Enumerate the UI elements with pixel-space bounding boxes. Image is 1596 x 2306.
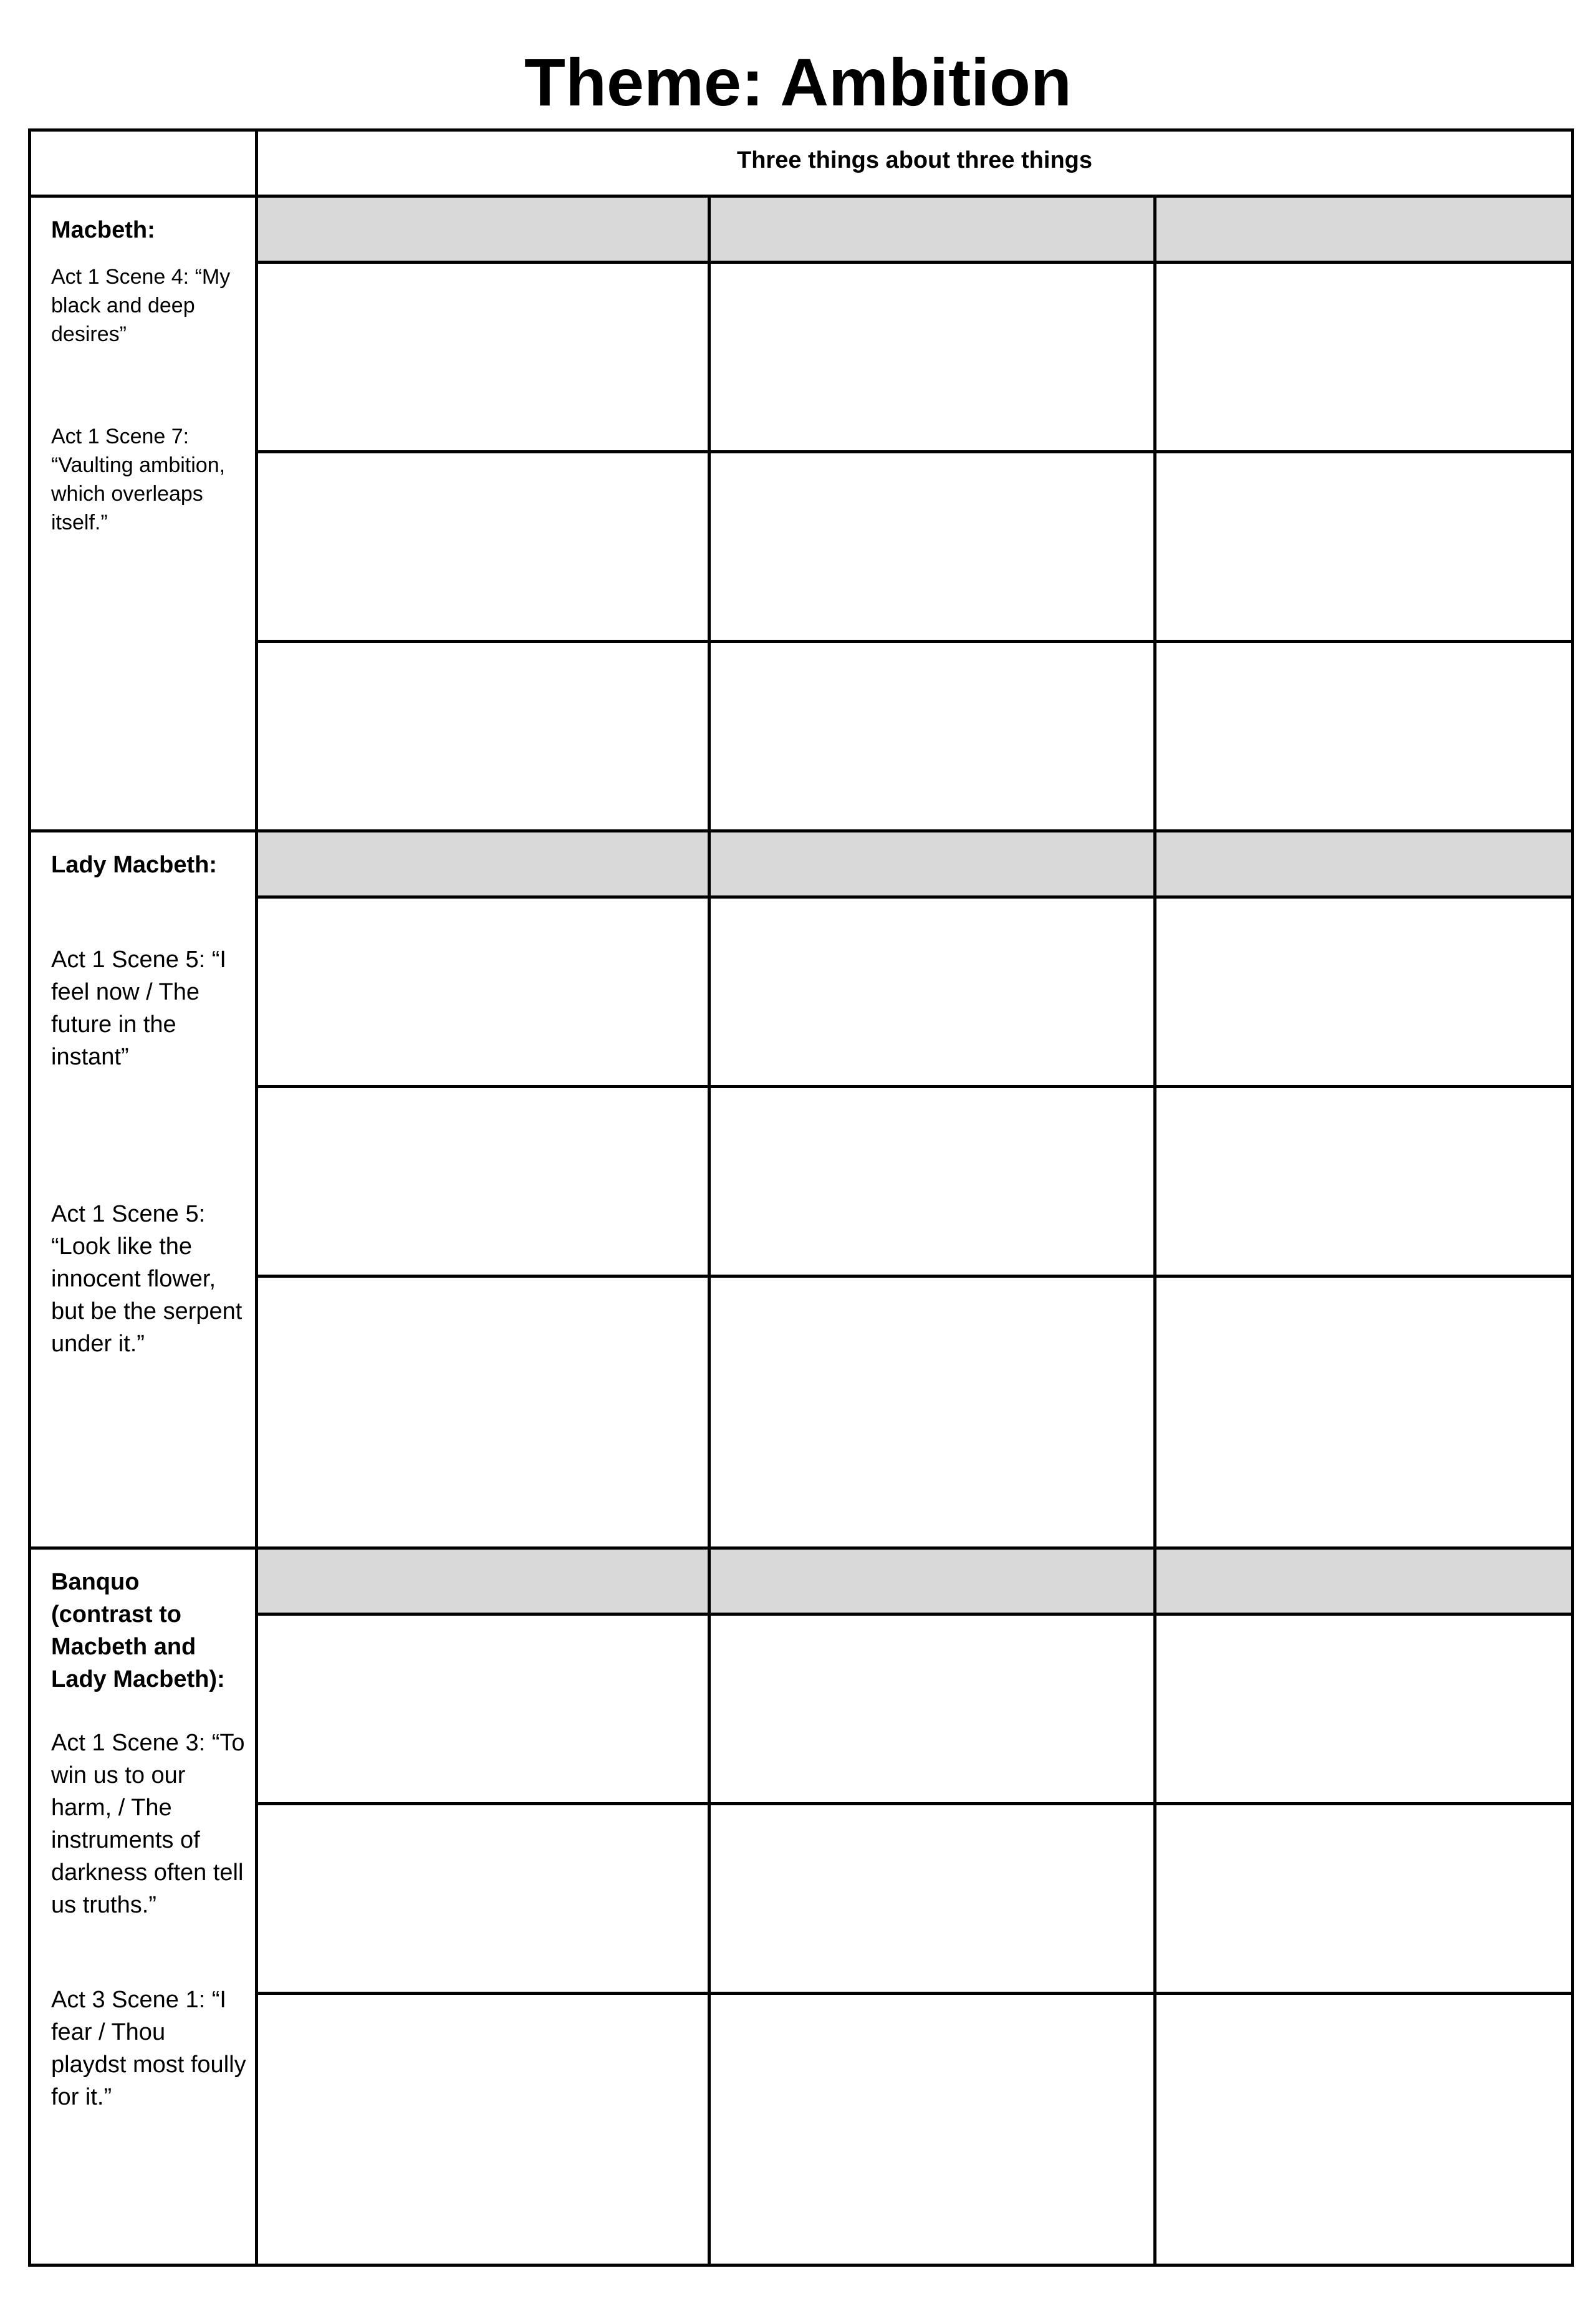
quote-text: Act 3 Scene 1: “I fear / Thou playdst most foully for it.” — [51, 1987, 246, 2110]
character-name: Lady Macbeth: — [51, 852, 218, 878]
header-row — [30, 130, 1573, 196]
answer-cell[interactable] — [1155, 452, 1573, 642]
heading-cell[interactable] — [709, 831, 1155, 897]
answer-cell[interactable] — [257, 1087, 709, 1276]
quote-text: Act 1 Scene 5: “Look like the innocent flower, but be the serpent under it.” — [51, 1201, 243, 1357]
heading-cell[interactable] — [709, 1548, 1155, 1614]
header-cell: Three things about three things — [257, 130, 1573, 196]
answer-row — [30, 1804, 1573, 1994]
answer-cell[interactable] — [709, 263, 1155, 452]
answer-row — [30, 1614, 1573, 1804]
character-cell-macbeth — [30, 196, 257, 831]
answer-cell[interactable] — [257, 452, 709, 642]
answer-row — [30, 1994, 1573, 2265]
worksheet-table — [28, 128, 1574, 2267]
heading-cell[interactable] — [257, 196, 709, 263]
character-name: Banquo (contrast to Macbeth and Lady Macbeth): — [51, 1569, 225, 1692]
heading-cell[interactable] — [1155, 196, 1573, 263]
answer-cell[interactable] — [1155, 1087, 1573, 1276]
heading-cell[interactable] — [709, 196, 1155, 263]
quote-text: Act 1 Scene 7: “Vaulting ambition, which overleaps itself.” — [51, 425, 226, 534]
answer-row — [30, 452, 1573, 642]
answer-row — [30, 642, 1573, 831]
answer-row — [30, 1276, 1573, 1548]
quote-text: Act 1 Scene 4: “My black and deep desires” — [51, 265, 231, 346]
section-banquo-heading-row — [30, 1548, 1573, 1614]
answer-row — [30, 897, 1573, 1087]
answer-cell[interactable] — [1155, 897, 1573, 1087]
answer-cell[interactable] — [257, 263, 709, 452]
heading-cell[interactable] — [1155, 831, 1573, 897]
character-name: Macbeth: — [51, 217, 155, 243]
answer-cell[interactable] — [709, 642, 1155, 831]
answer-cell[interactable] — [257, 897, 709, 1087]
answer-cell[interactable] — [709, 1994, 1155, 2265]
heading-cell[interactable] — [257, 1548, 709, 1614]
answer-cell[interactable] — [1155, 263, 1573, 452]
answer-cell[interactable] — [257, 642, 709, 831]
section-lady-macbeth-heading-row — [30, 831, 1573, 897]
section-macbeth-heading-row — [30, 196, 1573, 263]
heading-cell[interactable] — [1155, 1548, 1573, 1614]
character-cell-lady-macbeth — [30, 831, 257, 1548]
answer-cell[interactable] — [1155, 1614, 1573, 1804]
quote-text: Act 1 Scene 3: “To win us to our harm, / The instruments of darkness often tell us truths.” — [51, 1730, 245, 1918]
answer-cell[interactable] — [709, 1614, 1155, 1804]
header-corner-cell — [30, 130, 257, 196]
quote-text: Act 1 Scene 5: “I feel now / The future in the instant” — [51, 947, 226, 1070]
answer-cell[interactable] — [709, 897, 1155, 1087]
answer-cell[interactable] — [1155, 1276, 1573, 1548]
answer-cell[interactable] — [257, 1994, 709, 2265]
heading-cell[interactable] — [257, 831, 709, 897]
answer-cell[interactable] — [709, 1804, 1155, 1994]
answer-cell[interactable] — [709, 452, 1155, 642]
answer-row — [30, 1087, 1573, 1276]
page-title: Theme: Ambition — [524, 44, 1072, 120]
answer-cell[interactable] — [709, 1087, 1155, 1276]
answer-cell[interactable] — [257, 1614, 709, 1804]
answer-cell[interactable] — [1155, 1994, 1573, 2265]
answer-cell[interactable] — [257, 1276, 709, 1548]
answer-row — [30, 263, 1573, 452]
answer-cell[interactable] — [257, 1804, 709, 1994]
answer-cell[interactable] — [1155, 642, 1573, 831]
character-cell-banquo — [30, 1548, 257, 2265]
answer-cell[interactable] — [1155, 1804, 1573, 1994]
answer-cell[interactable] — [709, 1276, 1155, 1548]
